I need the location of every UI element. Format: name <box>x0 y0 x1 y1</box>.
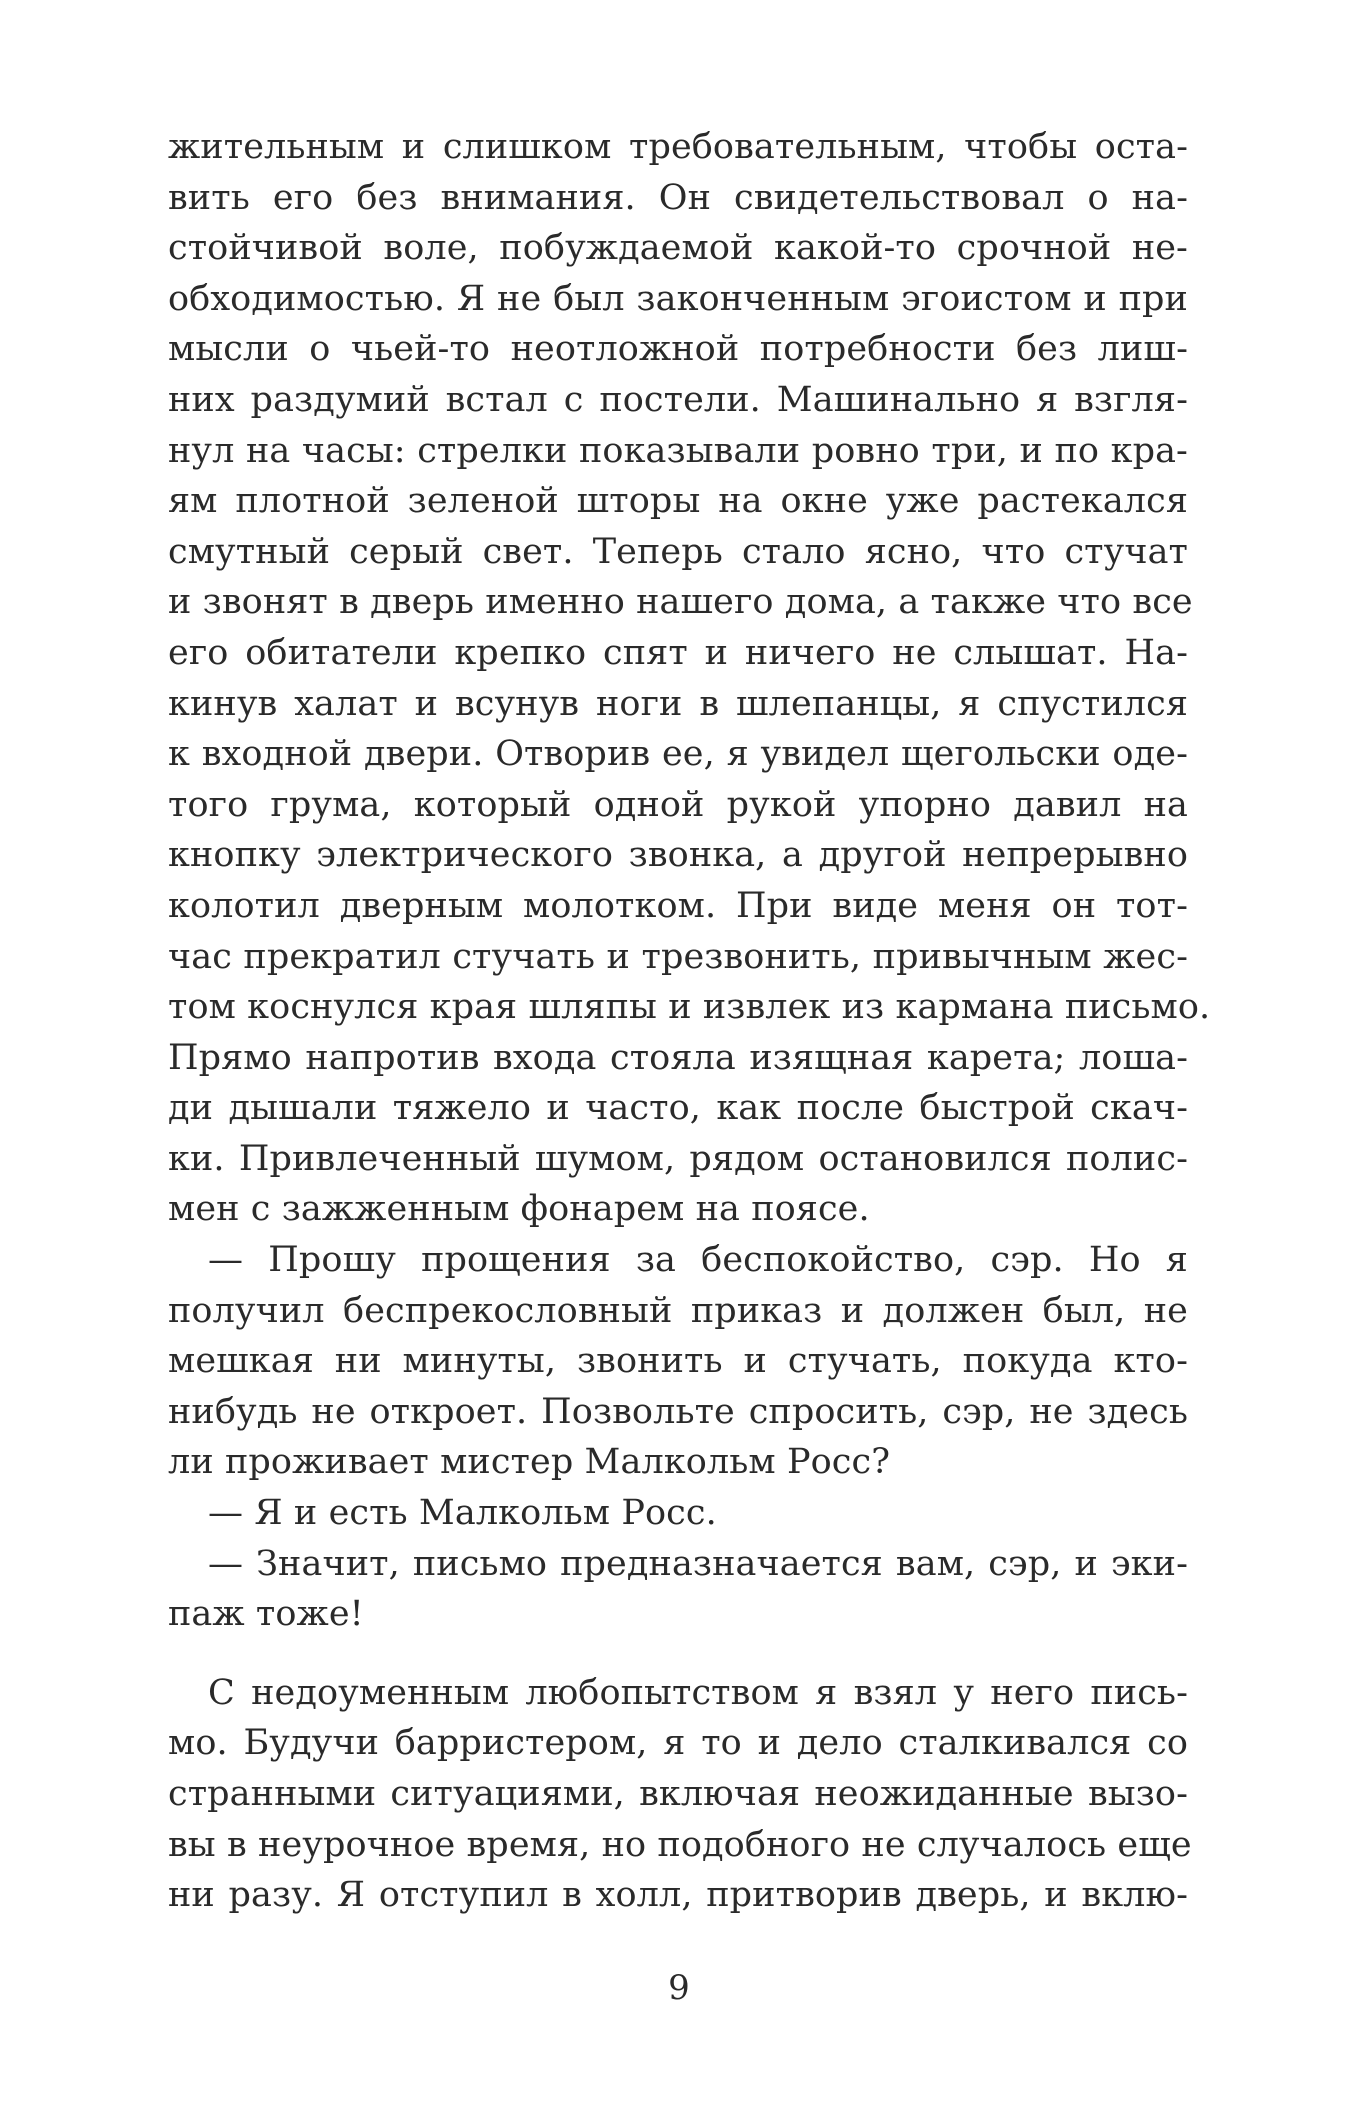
text-line: к входной двери. Отворив ее, я увидел щегольски оде- <box>168 734 1188 775</box>
text-line: стойчивой воле, побуждаемой какой-то срочной не- <box>168 228 1188 269</box>
text-line: нибудь не откроет. Позвольте спросить, сэр, не здесь <box>168 1391 1188 1432</box>
text-line: — Значит, письмо предназначается вам, сэр, и эки- <box>208 1543 1188 1584</box>
text-line: того грума, который одной рукой упорно давил на <box>168 784 1188 825</box>
paragraph-gap <box>168 1640 1188 1668</box>
text-line: — Я и есть Малкольм Росс. <box>208 1493 717 1534</box>
page-number: 9 <box>668 1968 690 2008</box>
text-line: колотил дверным молотком. При виде меня он тот- <box>168 885 1188 926</box>
body-text <box>168 122 1211 1921</box>
text-line: них раздумий встал с постели. Машинально я взгля- <box>168 379 1188 420</box>
text-line: мысли о чьей-то неотложной потребности без лиш- <box>168 329 1188 370</box>
text-line: мешкая ни минуты, звонить и стучать, покуда кто- <box>168 1341 1188 1382</box>
text-line: странными ситуациями, включая неожиданные вызо- <box>168 1774 1188 1814</box>
text-line: вы в неурочное время, но подобного не случалось еще <box>168 1824 1192 1865</box>
text-line: обходимостью. Я не был законченным эгоистом и при <box>168 278 1188 319</box>
text-line: — Прошу прощения за беспокойство, сэр. Но я <box>208 1240 1188 1281</box>
text-line: жительным и слишком требовательным, чтобы оста- <box>168 127 1188 167</box>
text-line: мо. Будучи барристером, я то и дело сталкивался со <box>168 1723 1188 1764</box>
text-line: получил беспрекословный приказ и должен был, не <box>168 1290 1188 1331</box>
text-line: ди дышали тяжело и часто, как после быстрой скач- <box>168 1088 1188 1129</box>
text-line: том коснулся края шляпы и извлек из кармана письмо. <box>168 987 1211 1028</box>
text-line: С недоуменным любопытством я взял у него пись- <box>208 1672 1188 1713</box>
text-line: и звонят в дверь именно нашего дома, а также что все <box>168 582 1193 623</box>
text-line: ки. Привлеченный шумом, рядом остановился полис- <box>168 1138 1188 1179</box>
text-line: вить его без внимания. Он свидетельствовал о на- <box>168 177 1188 218</box>
text-line: час прекратил стучать и трезвонить, привычным жес- <box>168 936 1188 977</box>
text-line: паж тоже! <box>168 1594 364 1635</box>
text-line: ни разу. Я отступил в холл, притворив дверь, и вклю- <box>168 1875 1188 1916</box>
text-line: ям плотной зеленой шторы на окне уже растекался <box>168 481 1188 522</box>
text-line: Прямо напротив входа стояла изящная карета; лоша- <box>168 1037 1188 1078</box>
text-line: его обитатели крепко спят и ничего не слышат. На- <box>168 632 1188 673</box>
text-line: смутный серый свет. Теперь стало ясно, что стучат <box>168 531 1188 572</box>
text-line: нул на часы: стрелки показывали ровно три, и по кра- <box>168 430 1188 471</box>
text-line: кинув халат и всунув ноги в шлепанцы, я спустился <box>168 683 1188 724</box>
text-line: мен с зажженным фонарем на поясе. <box>168 1189 870 1230</box>
text-line: кнопку электрического звонка, а другой непрерывно <box>168 835 1188 876</box>
text-line: ли проживает мистер Малкольм Росс? <box>168 1442 891 1483</box>
